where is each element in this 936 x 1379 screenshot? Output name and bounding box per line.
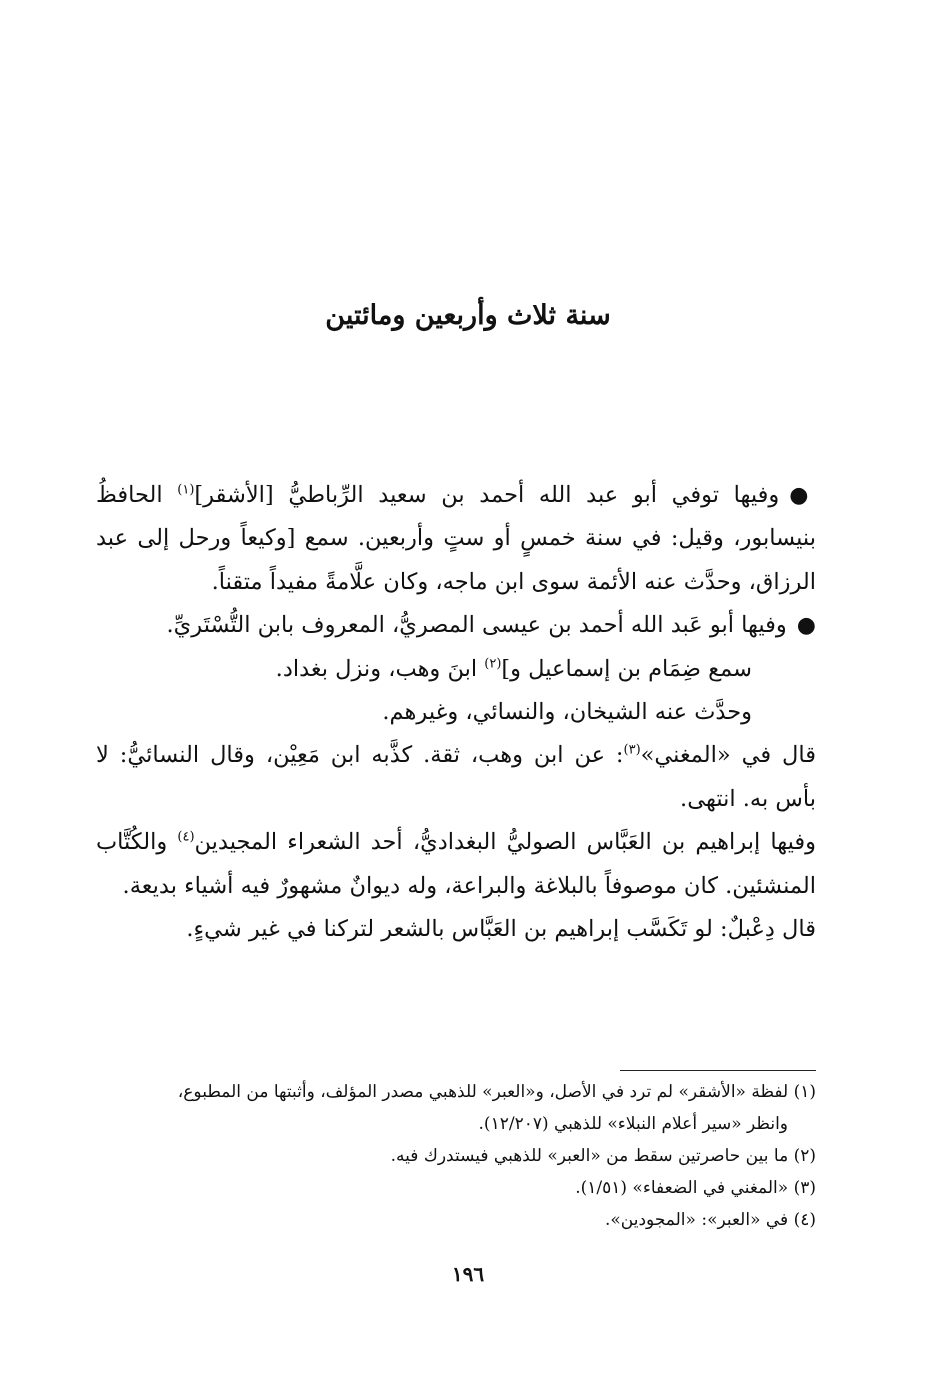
paragraph-1	[96, 474, 816, 604]
paragraph-3-text-b: ابنَ وهب، ونزل بغداد.	[275, 655, 485, 682]
page-title: سنة ثلاث وأربعين ومائتين	[325, 300, 611, 331]
footnote-1-line-2: وانظر «سير أعلام النبلاء» للذهبي (١٢/٢٠٧).	[478, 1114, 788, 1134]
paragraph-5	[96, 734, 816, 821]
footnote-3-text: (٣) «المغني في الضعفاء» (١/٥١).	[575, 1178, 816, 1198]
footnote-marker-2: (٢)	[484, 656, 502, 672]
bullet-icon: ●	[789, 483, 816, 508]
paragraph-6-text-b: والكُتَّاب المنشئين. كان موصوفاً بالبلاغة والبراعة، وله ديوانٌ مشهورٌ فيه أشياء بديعة.	[96, 829, 816, 899]
paragraph-7-text: قال دِعْبلٌ: لو تَكَسَّب إبراهيم بن العَبَّاس بالشعر لتركنا في غير شيءٍ.	[186, 916, 816, 943]
footnote-1	[96, 1076, 816, 1108]
paragraph-2	[96, 604, 816, 647]
paragraph-2-text: وفيها أبو عَبد الله أحمد بن عيسى المصريُّ، المعروف بابن التُّسْتَريِّ.	[166, 612, 787, 639]
footnote-2-text: (٢) ما بين حاصرتين سقط من «العبر» للذهبي فيستدرك فيه.	[390, 1146, 816, 1166]
footnote-4-text: (٤) في «العبر»: «المجودين».	[605, 1210, 816, 1230]
paragraph-3	[96, 648, 816, 691]
paragraph-3-text-a: سمع ضِمَام بن إسماعيل و]	[501, 655, 752, 682]
footnote-1-line-1: (١) لفظة «الأشقر» لم ترد في الأصل، و«العبر» للذهبي مصدر المؤلف، وأثبتها من المطبوع،	[177, 1082, 816, 1102]
footnote-marker-1: (١)	[177, 482, 195, 498]
footnote-marker-3: (٣)	[623, 742, 641, 758]
footnote-1-continuation	[96, 1108, 816, 1140]
bullet-icon: ●	[796, 613, 816, 639]
footnotes	[96, 1076, 816, 1236]
page-number: ١٩٦	[451, 1262, 485, 1286]
paragraph-5-text-a: قال في «المغني»	[640, 742, 816, 769]
footnote-separator	[620, 1070, 816, 1071]
paragraph-4	[96, 691, 816, 734]
footnote-3	[96, 1172, 816, 1204]
paragraph-7	[96, 908, 816, 951]
paragraph-6	[96, 821, 816, 908]
paragraph-1-text-b: الحافظُ بنيسابور، وقيل: في سنة خمسٍ أو ستٍ وأربعين. سمع [وكيعاً ورحل إلى عبد الرزاق، وحدَّث عنه الأئمة سوى ابن ماجه، وكان علَّامةً مفيداً متقناً.	[96, 482, 816, 595]
footnote-4	[96, 1204, 816, 1236]
paragraph-1-text-a: وفيها توفي أبو عبد الله أحمد بن سعيد الرِّباطيُّ [الأشقر]	[194, 482, 780, 508]
footnote-marker-4: (٤)	[177, 829, 195, 845]
paragraph-6-text-a: وفيها إبراهيم بن العَبَّاس الصوليُّ البغداديُّ، أحد الشعراء المجيدين	[194, 829, 816, 856]
paragraph-5-text-b: : عن ابن وهب، ثقة. كذَّبه ابن مَعِيْن، وقال النسائيُّ: لا بأس به. انتهى.	[96, 742, 816, 812]
footnote-2	[96, 1140, 816, 1172]
paragraph-4-text: وحدَّث عنه الشيخان، والنسائي، وغيرهم.	[382, 699, 752, 726]
main-text	[96, 474, 816, 951]
